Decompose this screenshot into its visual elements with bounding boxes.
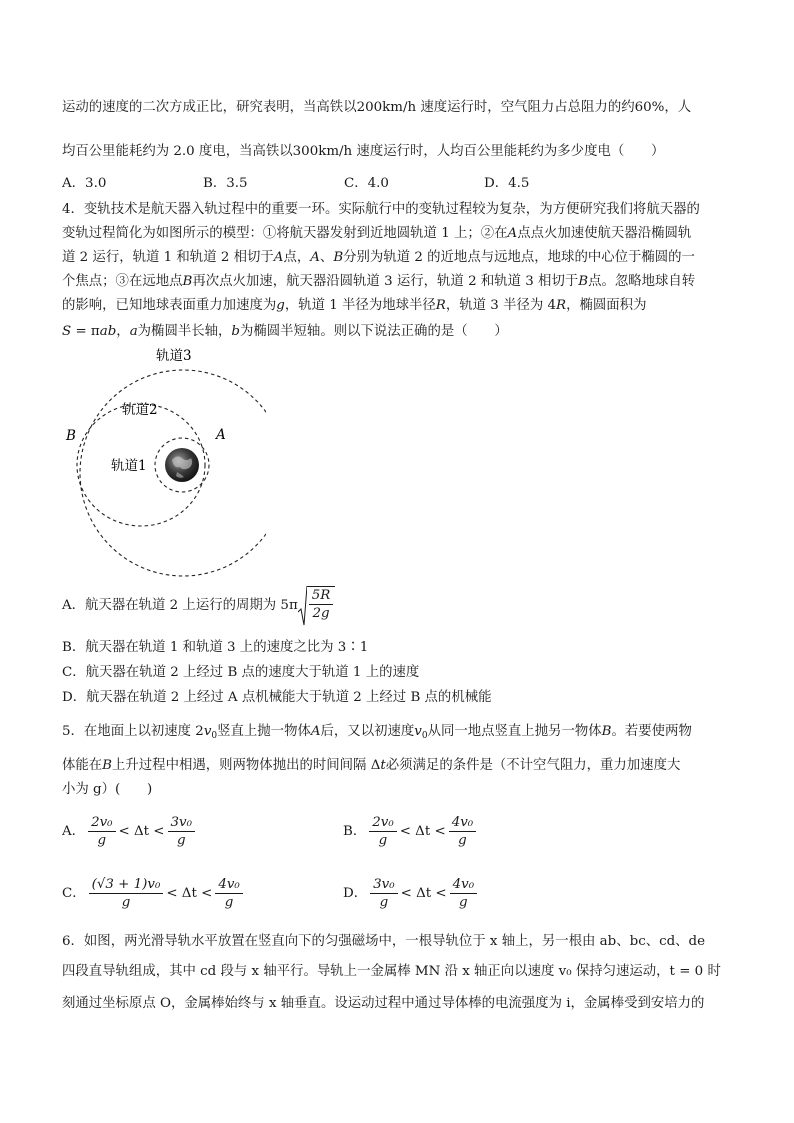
q4-option-d: D．航天器在轨道 2 上经过 A 点机械能大于轨道 2 上经过 B 点的机械能 xyxy=(62,690,492,705)
q3-option-a: A．3.0 xyxy=(62,176,107,191)
orbit-3-label: 轨道3 xyxy=(156,348,192,364)
orbit-diagram xyxy=(56,340,266,580)
q5-option-c: C． $\frac{\text{(√3 + 1)v₀}}{g}$ < Δt < $\frac{\text{4v₀}}{g}$ xyxy=(62,876,246,911)
q5-option-b: B． $\frac{\text{2v₀}}{g}$ < Δt < $\frac{\text{4v₀}}{g}$ xyxy=(343,814,479,849)
q5-option-d: D． $\frac{\text{3v₀}}{g}$ < Δt < $\frac{\text{4v₀}}{g}$ xyxy=(343,876,480,911)
sqrt-expression: $\frac{5R}{2g}$ xyxy=(298,586,336,626)
orbit-1-label: 轨道1 xyxy=(111,458,147,474)
q5-line-3: 小为 g）( ) xyxy=(62,782,153,797)
q4-line-5: 的影响，已知地球表面重力加速度为g，轨道 1 半径为地球半径R，轨道 3 半径为 4R，椭圆面积为 xyxy=(62,298,647,313)
q4-line-4: 个焦点；③在远地点B再次点火加速，航天器沿圆轨道 3 运行，轨道 2 和轨道 3 相切于B点。忽略地球自转 xyxy=(62,274,696,289)
q4-line-3: 道 2 运行，轨道 1 和轨道 2 相切于A点，A、B分别为轨道 2 的近地点与远地点，地球的中心位于椭圆的一 xyxy=(62,250,695,265)
q3-line-1: 运动的速度的二次方成正比，研究表明，当高铁以200km/h 速度运行时，空气阻力占总阻力的约60%，人 xyxy=(62,100,692,115)
q6-line-2: 四段直导轨组成，其中 cd 段与 x 轴平行。导轨上一金属棒 MN 沿 x 轴正向以速度 v₀ 保持匀速运动，t = 0 时 xyxy=(62,964,721,979)
q5-option-a: A． $\frac{\text{2v₀}}{g}$ < Δt < $\frac{\text{3v₀}}{g}$ xyxy=(62,814,198,849)
q4-line-2: 变轨过程简化为如图所示的模型：①将航天器发射到近地圆轨道 1 上；②在A点点火加速使航天器沿椭圆轨 xyxy=(62,226,692,241)
q4-option-a: A．航天器在轨道 2 上运行的周期为 5π $\frac{5R}{2g}$ xyxy=(62,586,335,626)
q4-option-c: C．航天器在轨道 2 上经过 B 点的速度大于轨道 1 上的速度 xyxy=(62,665,420,680)
q3-option-d: D．4.5 xyxy=(484,176,530,191)
q6-line-3: 刻通过坐标原点 O，金属棒始终与 x 轴垂直。设运动过程中通过导体棒的电流强度为 i，金属棒受到安培力的 xyxy=(62,996,705,1011)
q6-line-1: 6．如图，两光滑导轨水平放置在竖直向下的匀强磁场中，一根导轨位于 x 轴上，另一根由 ab、bc、cd、de xyxy=(62,934,706,949)
q3-option-c: C．4.0 xyxy=(344,176,389,191)
q3-option-b: B．3.5 xyxy=(203,176,248,191)
point-b-label: B xyxy=(66,428,76,444)
q5-line-2: 体能在B上升过程中相遇，则两物体抛出的时间间隔 Δt必须满足的条件是（不计空气阻力，重力加速度大 xyxy=(62,758,681,773)
q4-line-6: S = πab，a为椭圆半长轴，b为椭圆半短轴。则以下说法正确的是（ ） xyxy=(62,324,508,339)
q5-line-1: 5．在地面上以初速度 $2v_0$竖直上抛一物体A后，又以初速度$v_0$从同一地点竖直上抛另一物体B。若要使两物 xyxy=(62,724,692,741)
point-a-label: A xyxy=(216,427,226,443)
q3-line-2: 均百公里能耗约为 2.0 度电，当高铁以300km/h 速度运行时，人均百公里能耗约为多少度电（ ） xyxy=(62,144,665,159)
orbit-2-label: 轨道2 xyxy=(122,402,158,418)
q4-option-b: B．航天器在轨道 1 和轨道 3 上的速度之比为 3∶1 xyxy=(62,640,369,655)
q4-line-1: 4．变轨技术是航天器入轨过程中的重要一环。实际航行中的变轨过程较为复杂，为方便研究我们将航天器的 xyxy=(62,202,700,217)
